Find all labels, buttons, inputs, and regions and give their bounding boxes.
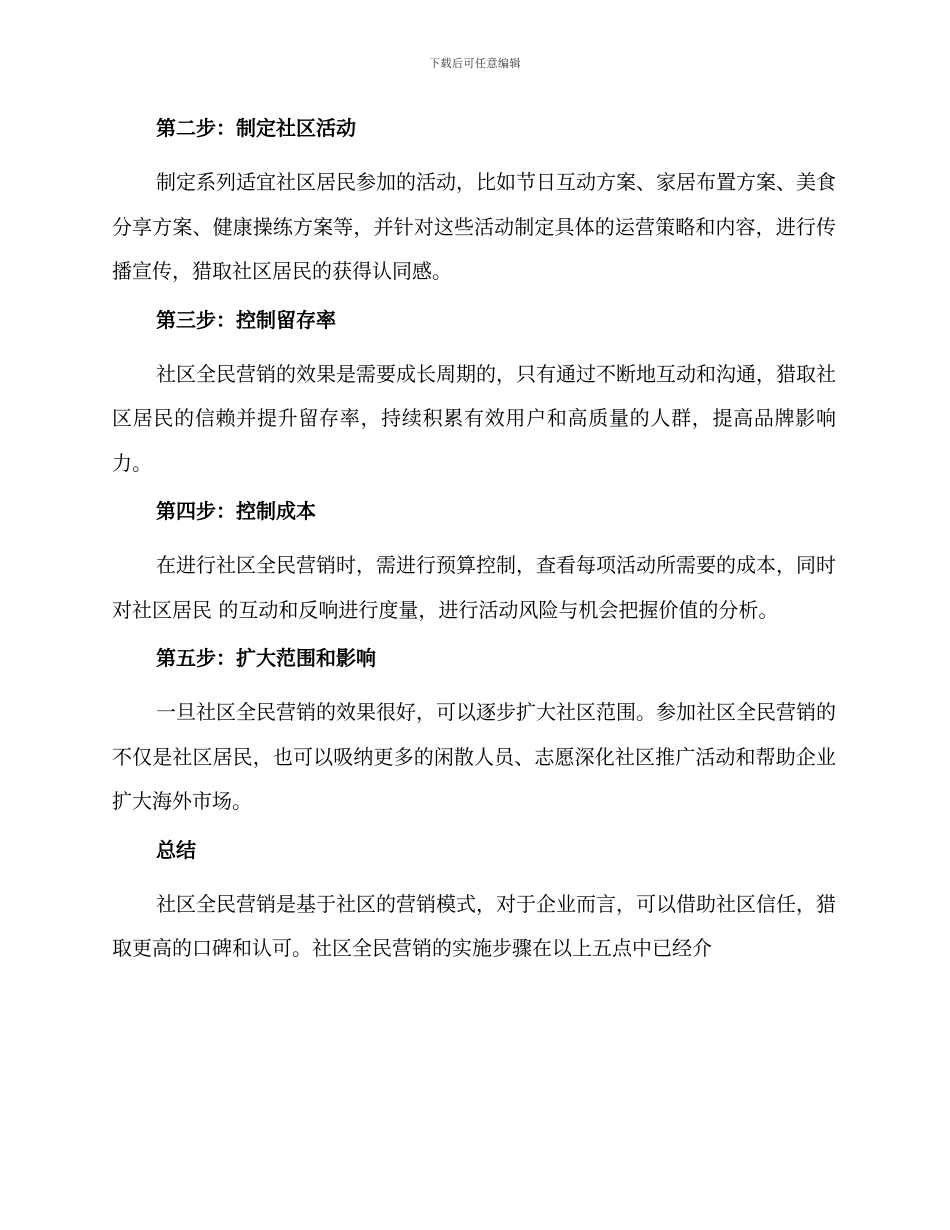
section-heading: 第二步：制定社区活动 <box>156 116 356 140</box>
section-paragraph: 社区全民营销的效果是需要成长周期的，只有通过不断地互动和沟通，猎取社区居民的信赖并提升留存率，持续积累有效用户和高质量的人群，提高品牌影响力。 <box>112 361 836 475</box>
section-paragraph: 社区全民营销是基于社区的营销模式，对于企业而言，可以借助社区信任，猎取更高的口碑和认可。社区全民营销的实施步骤在以上五点中已经介 <box>112 891 836 960</box>
section-step-three <box>112 302 836 486</box>
section-step-two <box>112 110 836 294</box>
section-heading: 第三步：控制留存率 <box>156 307 336 332</box>
section-heading: 第五步：扩大范围和影响 <box>156 646 376 670</box>
section-paragraph: 制定系列适宜社区居民参加的活动，比如节日互动方案、家居布置方案、美食分享方案、健康操练方案等，并针对这些活动制定具体的运营策略和内容，进行传播宣传，猎取社区居民的获得认同感。 <box>112 170 836 283</box>
section-paragraph: 一旦社区全民营销的效果很好，可以逐步扩大社区范围。参加社区全民营销的不仅是社区居民，也可以吸纳更多的闲散人员、志愿深化社区推广活动和帮助企业扩大海外市场。 <box>112 700 836 813</box>
section-step-five <box>112 640 836 824</box>
section-paragraph: 在进行社区全民营销时，需进行预算控制，查看每项活动所需要的成本，同时对社区居民 的互动和反响进行度量，进行活动风险与机会把握价值的分析。 <box>112 553 836 622</box>
page-header: 下载后可任意编辑 <box>429 57 521 70</box>
section-step-four <box>112 493 836 632</box>
section-heading: 第四步：控制成本 <box>156 499 316 523</box>
section-heading: 总结 <box>156 837 196 862</box>
document-body <box>112 110 836 979</box>
section-summary <box>112 832 836 971</box>
